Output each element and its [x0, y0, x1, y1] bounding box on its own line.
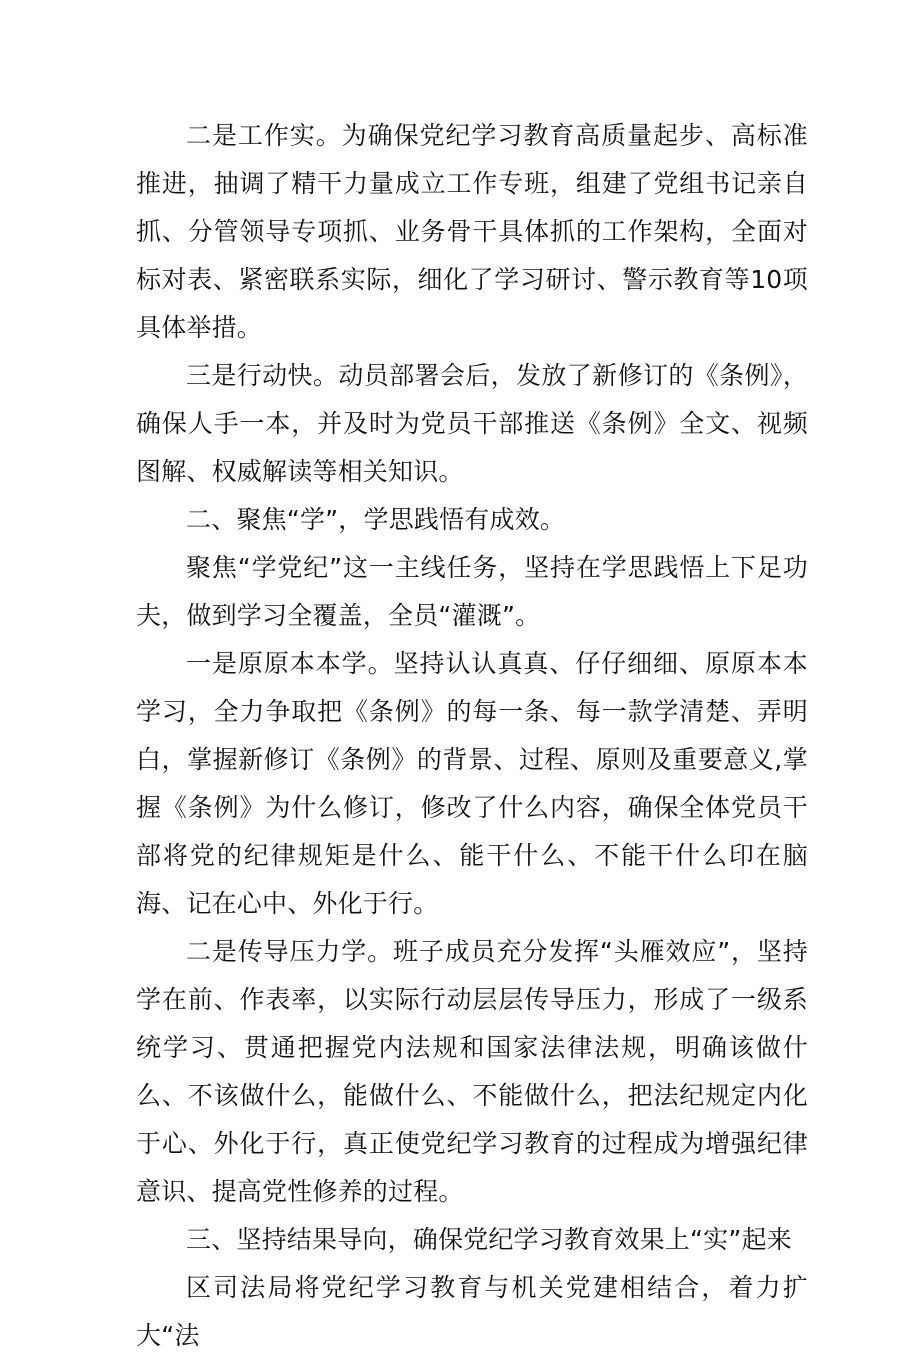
- document-body: [136, 112, 808, 1360]
- section-heading-result-oriented: 三、坚持结果导向，确保党纪学习教育效果上“实”起来: [186, 1225, 792, 1254]
- paragraph-work-solid: 二是工作实。为确保党纪学习教育高质量起步、高标准推进，抽调了精干力量成立工作专班，组建了党组书记亲自抓、分管领导专项抓、业务骨干具体抓的工作架构，全面对标对表、紧密联系实际，细化了学习研讨、警示教育等10项具体举措。: [136, 121, 808, 342]
- paragraph-action-fast: 三是行动快。动员部署会后，发放了新修订的《条例》，确保人手一本，并及时为党员干部推送《条例》全文、视频图解、权威解读等相关知识。: [136, 361, 808, 486]
- paragraph-focus-party-discipline: 聚焦“学党纪”这一主线任务，坚持在学思践悟上下足功夫，做到学习全覆盖，全员“灌溉”。: [136, 553, 808, 630]
- section-heading-focus-study: 二、聚焦“学”，学思践悟有成效。: [186, 505, 566, 534]
- paragraph-justice-bureau: 区司法局将党纪学习教育与机关党建相结合，着力扩大“法: [136, 1273, 808, 1350]
- paragraph-transmit-pressure: 二是传导压力学。班子成员充分发挥“头雁效应”，坚持学在前、作表率，以实际行动层层传导压力，形成了一级系统学习、贯通把握党内法规和国家法律法规，明确该做什么、不该做什么，能做什么、不能做什么，把法纪规定内化于心、外化于行，真正使党纪学习教育的过程成为增强纪律意识、提高党性修养的过程。: [136, 937, 808, 1206]
- paragraph-study-original-text: 一是原原本本学。坚持认认真真、仔仔细细、原原本本学习，全力争取把《条例》的每一条、每一款学清楚、弄明白，掌握新修订《条例》的背景、过程、原则及重要意义,掌握《条例》为什么修订，修改了什么内容，确保全体党员干部将党的纪律规矩是什么、能干什么、不能干什么印在脑海、记在心中、外化于行。: [136, 649, 808, 918]
